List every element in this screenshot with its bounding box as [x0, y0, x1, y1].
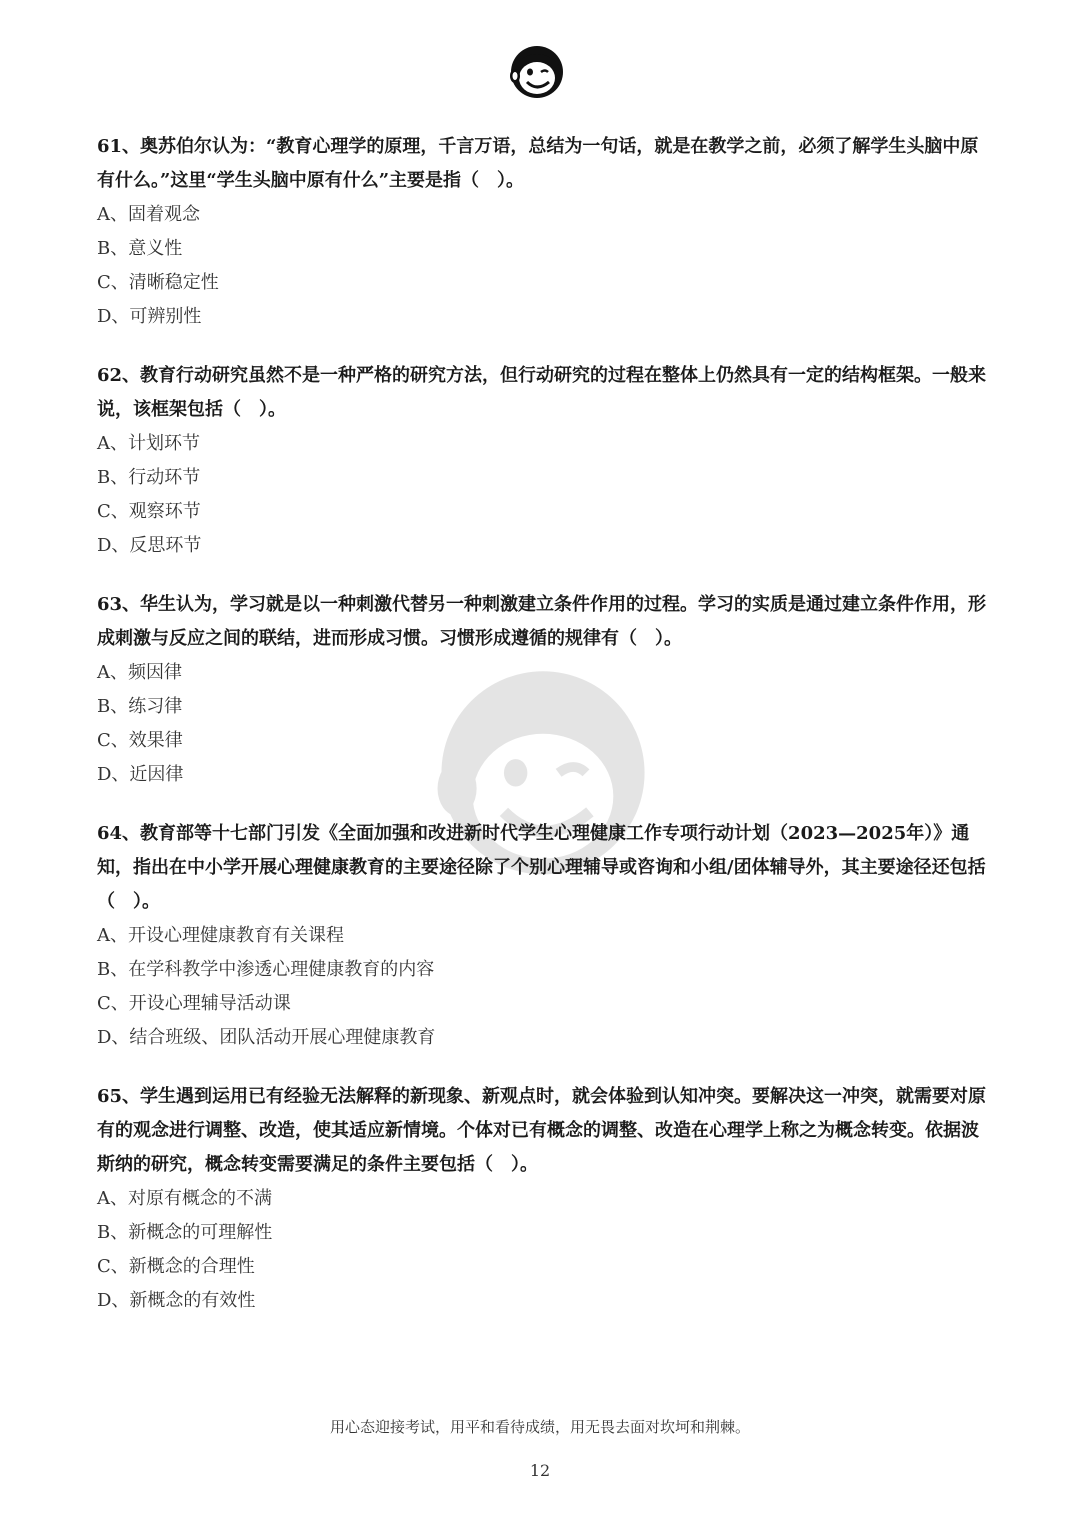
option-a: A、频因律	[97, 662, 182, 683]
option-c: C、效果律	[97, 730, 183, 751]
option-d: D、可辨别性	[97, 306, 202, 327]
footer-motto: 用心态迎接考试，用平和看待成绩，用无畏去面对坎坷和荆棘。	[329, 1418, 750, 1436]
option-b: B、在学科教学中渗透心理健康教育的内容	[97, 959, 435, 980]
option-a: A、开设心理健康教育有关课程	[97, 925, 344, 946]
option-b: B、意义性	[97, 238, 183, 259]
page-number: 12	[529, 1461, 551, 1480]
option-c: C、观察环节	[97, 501, 201, 522]
question-list	[97, 130, 987, 1343]
question-63	[97, 588, 987, 792]
option-c: C、开设心理辅导活动课	[97, 993, 291, 1014]
question-stem: 65、学生遇到运用已有经验无法解释的新现象、新观点时，就会体验到认知冲突。要解决这一冲突，就需要对原有的观念进行调整、改造，使其适应新情境。个体对已有概念的调整、改造在心理学上称之为概念转变。依据波斯纳的研究，概念转变需要满足的条件主要包括（ ）。	[97, 1086, 987, 1175]
option-a: A、计划环节	[97, 433, 200, 454]
question-64	[97, 817, 987, 1055]
monkey-mascot-icon	[505, 38, 569, 102]
question-stem: 62、教育行动研究虽然不是一种严格的研究方法，但行动研究的过程在整体上仍然具有一定的结构框架。一般来说，该框架包括（ ）。	[97, 365, 987, 420]
option-d: D、新概念的有效性	[97, 1290, 256, 1311]
option-b: B、行动环节	[97, 467, 201, 488]
question-stem: 64、教育部等十七部门引发《全面加强和改进新时代学生心理健康工作专项行动计划（2023—2025年）》通知，指出在中小学开展心理健康教育的主要途径除了个别心理辅导或咨询和小组/团体辅导外，其主要途径还包括（ ）。	[97, 823, 986, 912]
option-a: A、对原有概念的不满	[97, 1188, 272, 1209]
question-65	[97, 1080, 987, 1318]
option-a: A、固着观念	[97, 204, 200, 225]
option-c: C、清晰稳定性	[97, 272, 219, 293]
option-d: D、结合班级、团队活动开展心理健康教育	[97, 1027, 436, 1048]
option-b: B、练习律	[97, 696, 183, 717]
question-61	[97, 130, 987, 334]
question-stem: 61、奥苏伯尔认为：“教育心理学的原理，千言万语，总结为一句话，就是在教学之前，必须了解学生头脑中原有什么。”这里“学生头脑中原有什么”主要是指（ ）。	[97, 136, 979, 191]
option-d: D、近因律	[97, 764, 184, 785]
question-62	[97, 359, 987, 563]
option-d: D、反思环节	[97, 535, 202, 556]
option-b: B、新概念的可理解性	[97, 1222, 273, 1243]
question-stem: 63、华生认为，学习就是以一种刺激代替另一种刺激建立条件作用的过程。学习的实质是通过建立条件作用，形成刺激与反应之间的联结，进而形成习惯。习惯形成遵循的规律有（ ）。	[97, 594, 987, 649]
option-c: C、新概念的合理性	[97, 1256, 255, 1277]
